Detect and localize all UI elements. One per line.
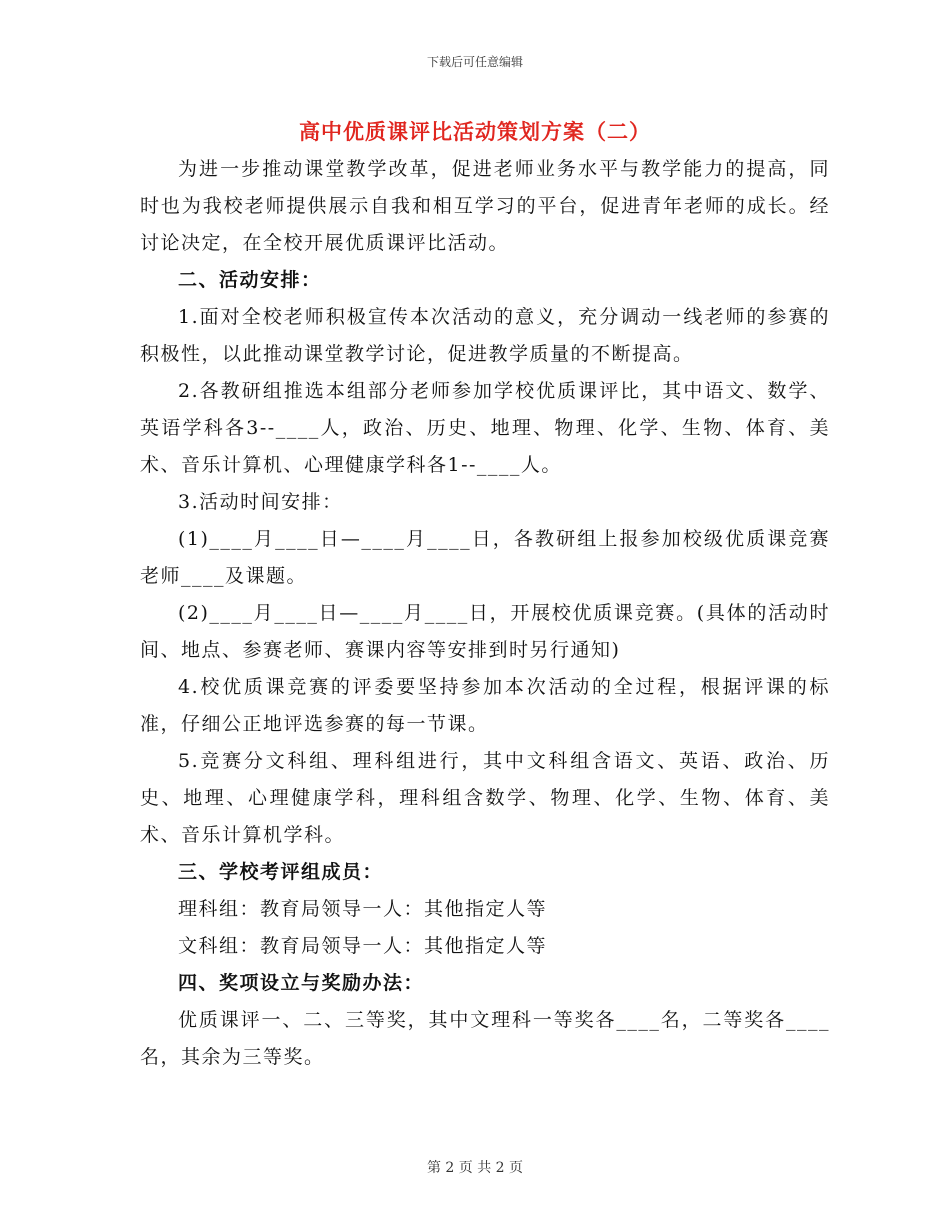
arrangement-item-2: 2.各教研组推选本组部分老师参加学校优质课评比，其中语文、数学、英语学科各3--____人，政治、历史、地理、物理、化学、生物、体育、美术、音乐计算机、心理健康学科各1--____人。 xyxy=(140,380,830,476)
arrangement-item-5: 5.竞赛分文科组、理科组进行，其中文科组含语文、英语、政治、历史、地理、心理健康学科，理科组含数学、物理、化学、生物、体育、美术、音乐计算机学科。 xyxy=(140,750,830,846)
document-title: 高中优质课评比活动策划方案（二） xyxy=(299,119,651,144)
intro-paragraph: 为进一步推动课堂教学改革，促进老师业务水平与教学能力的提高，同时也为我校老师提供展示自我和相互学习的平台，促进青年老师的成长。经讨论决定，在全校开展优质课评比活动。 xyxy=(140,158,830,254)
header-note: 下载后可任意编辑 xyxy=(426,55,523,69)
arrangement-item-4: 4.校优质课竞赛的评委要坚持参加本次活动的全过程，根据评课的标准，仔细公正地评选参赛的每一节课。 xyxy=(140,676,830,735)
science-group-members: 理科组：教育局领导一人：其他指定人等 xyxy=(178,898,548,920)
arrangement-item-1: 1.面对全校老师积极宣传本次活动的意义，充分调动一线老师的参赛的积极性，以此推动课堂教学讨论，促进教学质量的不断提高。 xyxy=(140,306,830,365)
section-heading-evaluation-team: 三、学校考评组成员： xyxy=(178,861,384,883)
schedule-item-2: (2)____月____日—____月____日，开展校优质课竞赛。(具体的活动时间、地点、参赛老师、赛课内容等安排到时另行通知) xyxy=(140,602,830,661)
document-body xyxy=(140,151,830,1076)
page-number: 第 2 页 共 2 页 xyxy=(426,1160,524,1176)
section-heading-awards: 四、奖项设立与奖励办法： xyxy=(178,972,425,994)
awards-paragraph: 优质课评一、二、三等奖，其中文理科一等奖各____名，二等奖各____名，其余为三等奖。 xyxy=(140,1009,830,1068)
arrangement-item-3: 3.活动时间安排： xyxy=(178,491,343,513)
arts-group-members: 文科组：教育局领导一人：其他指定人等 xyxy=(178,935,548,957)
schedule-item-1: (1)____月____日—____月____日，各教研组上报参加校级优质课竞赛老师____及课题。 xyxy=(140,528,830,587)
section-heading-activity-arrangement: 二、活动安排： xyxy=(178,269,322,291)
